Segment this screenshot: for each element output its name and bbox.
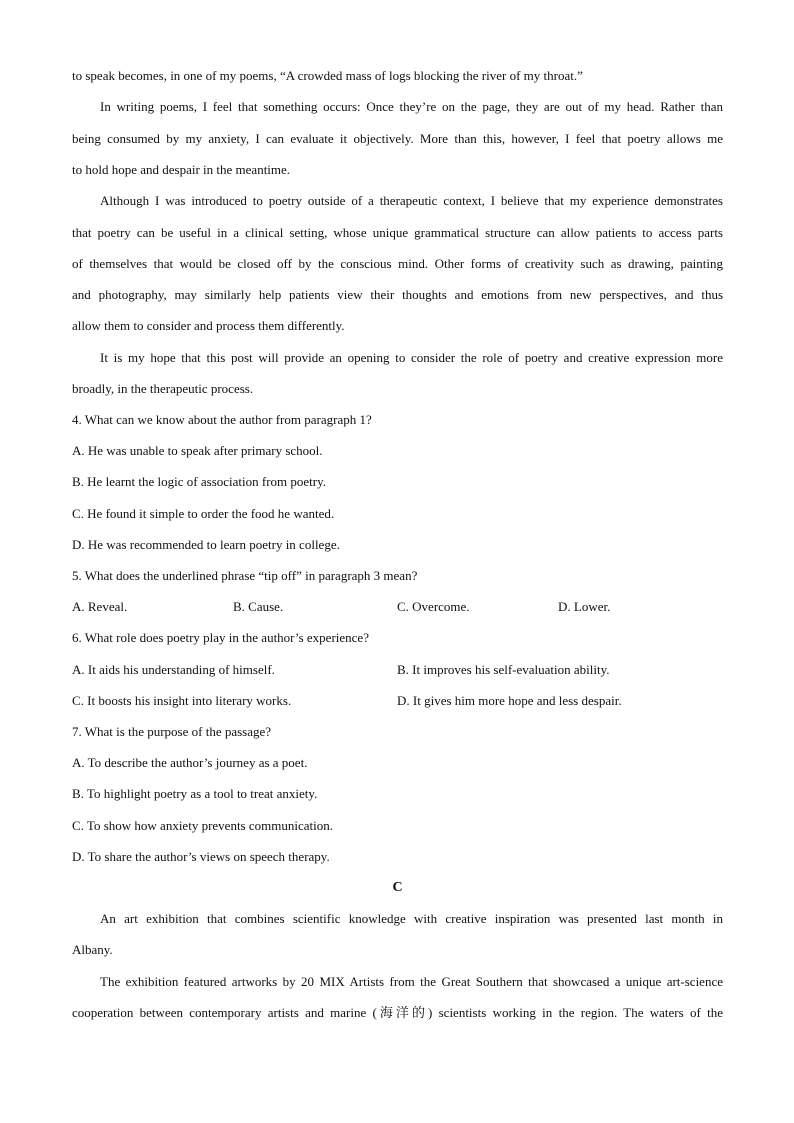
question-7-option-b: B. To highlight poetry as a tool to treat anxiety.: [72, 786, 318, 801]
question-4-option-a: A. He was unable to speak after primary school.: [72, 443, 323, 458]
passage-b-p3-line-2: that poetry can be useful in a clinical setting, whose unique grammatical structure can allow patients to access parts: [72, 225, 723, 240]
passage-c-p2-line-1: The exhibition featured artworks by 20 MIX Artists from the Great Southern that showcased a unique art-science: [100, 974, 723, 989]
question-5-option-c: C. Overcome.: [397, 599, 470, 614]
question-6-option-b: B. It improves his self-evaluation ability.: [397, 662, 610, 677]
question-4-option-b: B. He learnt the logic of association from poetry.: [72, 474, 327, 489]
question-6-option-c: C. It boosts his insight into literary works.: [72, 693, 292, 708]
passage-b-p3-line-5: allow them to consider and process them differently.: [72, 318, 345, 333]
passage-b-p2-line-2: being consumed by my anxiety, I can evaluate it objectively. More than this, however, I feel that poetry allows me: [72, 131, 723, 146]
question-4-option-c: C. He found it simple to order the food he wanted.: [72, 506, 335, 521]
question-5-stem: 5. What does the underlined phrase “tip off” in paragraph 3 mean?: [72, 568, 418, 583]
passage-b-p2-line-3: to hold hope and despair in the meantime.: [72, 162, 291, 177]
passage-c-heading: C: [392, 880, 403, 895]
question-6-stem: 6. What role does poetry play in the author’s experience?: [72, 630, 369, 645]
question-4-option-d: D. He was recommended to learn poetry in college.: [72, 537, 340, 552]
passage-b-p3-line-4: and photography, may similarly help patients view their thoughts and emotions from new perspectives, and thus: [72, 287, 723, 302]
question-5-option-b: B. Cause.: [233, 599, 284, 614]
passage-b-p4-line-1: It is my hope that this post will provide an opening to consider the role of poetry and creative expression more: [100, 350, 723, 365]
passage-c-p1-line-2: Albany.: [72, 942, 113, 957]
question-5-option-a: A. Reveal.: [72, 599, 128, 614]
passage-b-p1-last-line: to speak becomes, in one of my poems, “A crowded mass of logs blocking the river of my throat.”: [72, 68, 583, 83]
passage-c-p2-line-2: cooperation between contemporary artists and marine (海洋的) scientists working in the region. The waters of the: [72, 1005, 723, 1020]
passage-c-p1-line-1: An art exhibition that combines scientific knowledge with creative inspiration was presented last month in: [100, 911, 723, 926]
passage-b-p4-line-2: broadly, in the therapeutic process.: [72, 381, 254, 396]
question-7-option-d: D. To share the author’s views on speech therapy.: [72, 849, 330, 864]
question-7-stem: 7. What is the purpose of the passage?: [72, 724, 272, 739]
question-5-option-d: D. Lower.: [558, 599, 611, 614]
question-7-option-a: A. To describe the author’s journey as a poet.: [72, 755, 308, 770]
question-7-option-c: C. To show how anxiety prevents communication.: [72, 818, 333, 833]
passage-b-p3-line-3: of themselves that would be closed off by the conscious mind. Other forms of creativity such as drawing, painting: [72, 256, 723, 271]
question-6-option-d: D. It gives him more hope and less despair.: [397, 693, 622, 708]
passage-b-p2-line-1: In writing poems, I feel that something occurs: Once they’re on the page, they are out of my head. Rather than: [100, 99, 723, 114]
passage-b-p3-line-1: Although I was introduced to poetry outside of a therapeutic context, I believe that my experience demonstrates: [100, 193, 723, 208]
question-6-option-a: A. It aids his understanding of himself.: [72, 662, 275, 677]
question-4-stem: 4. What can we know about the author from paragraph 1?: [72, 412, 372, 427]
